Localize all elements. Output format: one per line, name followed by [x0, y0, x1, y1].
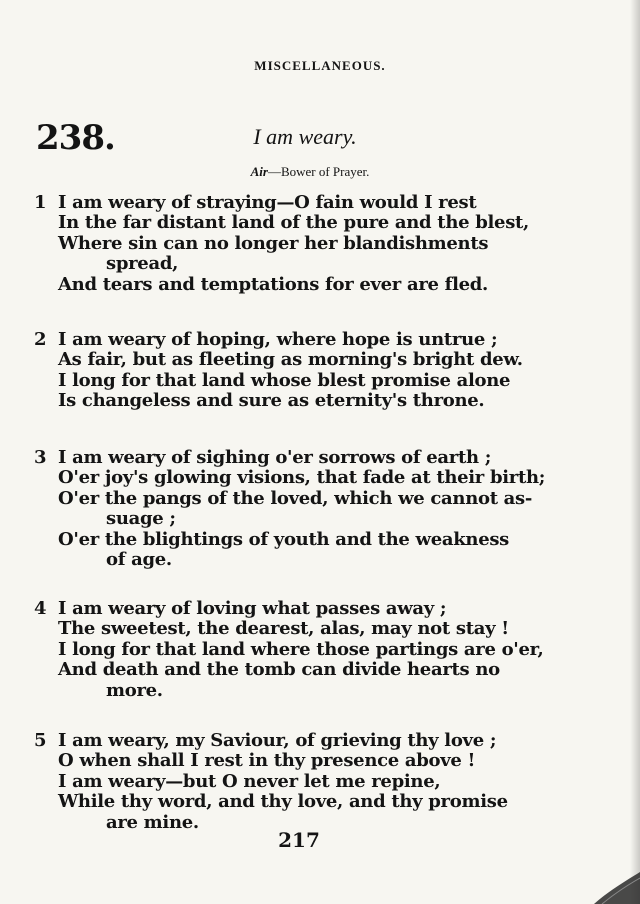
stanza-number: 3	[34, 447, 47, 468]
stanza-line: I long for that land where those partings are o'er,	[58, 638, 544, 660]
tune-name: —Bower of Prayer.	[267, 164, 370, 179]
line-text: I am weary of straying—O fain would I rest	[58, 192, 477, 213]
stanza-number: 1	[34, 192, 47, 213]
stanza-line	[34, 448, 594, 468]
stanza-line: And tears and temptations for ever are fled.	[58, 273, 489, 295]
stanza-line: O'er the blightings of youth and the weakness	[58, 528, 510, 550]
line-text: I am weary, my Saviour, of grieving thy love ;	[58, 730, 497, 751]
stanza-line: are mine.	[106, 811, 199, 833]
stanza-line: I am weary—but O never let me repine,	[58, 770, 441, 792]
page-corner-curl	[580, 864, 640, 904]
stanza-2	[34, 330, 594, 412]
stanza-line: In the far distant land of the pure and the blest,	[58, 212, 530, 234]
stanza-line	[34, 330, 594, 350]
stanza-line: And death and the tomb can divide hearts no	[58, 659, 500, 681]
tune-line	[0, 164, 620, 180]
running-head: MISCELLANEOUS.	[254, 58, 386, 73]
hymn-number: 238.	[36, 118, 115, 158]
stanza-line	[34, 731, 594, 751]
stanza-line	[34, 193, 594, 213]
stanza-line: O'er the pangs of the loved, which we cannot as-	[58, 487, 533, 509]
stanza-number: 5	[34, 730, 47, 751]
hymn-title: I am weary.	[253, 124, 357, 149]
stanza-line: spread,	[106, 253, 179, 275]
tune-label: Air	[250, 164, 268, 179]
stanza-line: O when shall I rest in thy presence above !	[58, 750, 476, 772]
stanza-5	[34, 731, 594, 833]
stanza-line: of age.	[106, 548, 172, 570]
stanza-line	[34, 599, 594, 619]
stanza-line: O'er joy's glowing visions, that fade at their birth;	[58, 467, 546, 489]
line-text: I am weary of loving what passes away ;	[58, 598, 447, 619]
line-text: I am weary of sighing o'er sorrows of earth ;	[58, 447, 492, 468]
stanza-number: 2	[34, 329, 47, 350]
page-edge-shadow	[630, 0, 640, 904]
stanza-line: suage ;	[106, 508, 176, 530]
page-number: 217	[278, 828, 320, 852]
stanza-line: While thy word, and thy love, and thy promise	[58, 791, 508, 813]
stanza-1	[34, 193, 594, 295]
stanza-line: more.	[106, 679, 163, 701]
stanza-number: 4	[34, 598, 47, 619]
stanza-4	[34, 599, 594, 701]
stanza-line: The sweetest, the dearest, alas, may not stay !	[58, 618, 509, 640]
stanza-line: As fair, but as fleeting as morning's bright dew.	[58, 349, 523, 371]
stanza-3	[34, 448, 594, 570]
stanza-line: Where sin can no longer her blandishments	[58, 232, 489, 254]
line-text: I am weary of hoping, where hope is untrue ;	[58, 329, 498, 350]
stanza-line: Is changeless and sure as eternity's throne.	[58, 390, 485, 412]
stanza-line: I long for that land whose blest promise alone	[58, 369, 511, 391]
